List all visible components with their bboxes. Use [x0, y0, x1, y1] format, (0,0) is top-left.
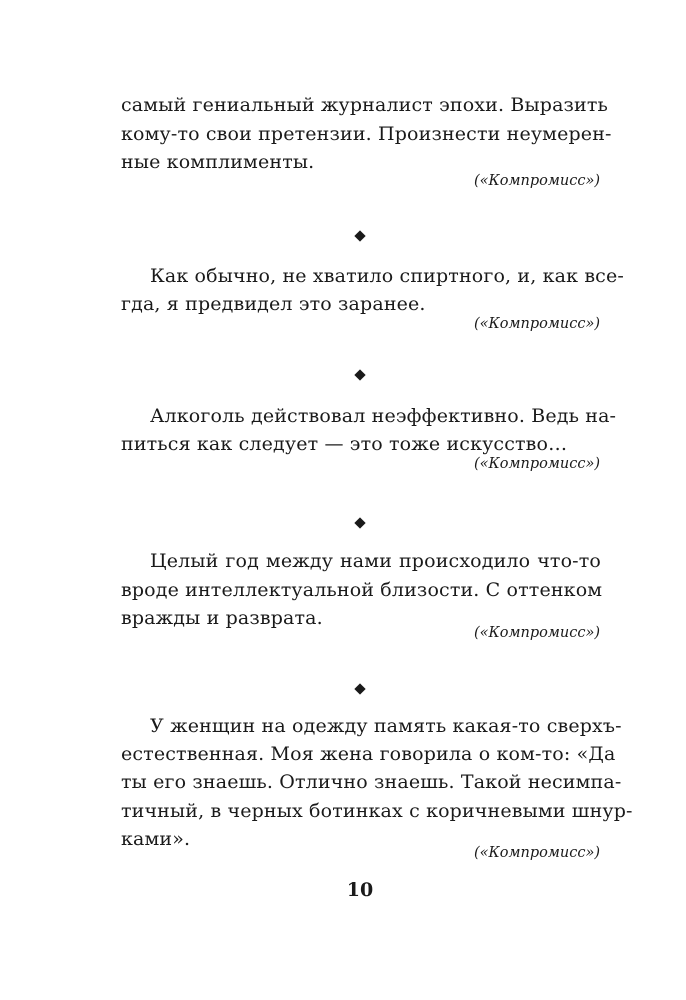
- text-line: самый гениальный журналист эпохи. Выразить: [121, 94, 609, 116]
- text-line: гда, я предвидел это заранее.: [121, 293, 426, 315]
- text-line: ками».: [121, 828, 191, 850]
- source-citation: («Компромисс»): [474, 845, 600, 861]
- source-citation: («Компромисс»): [474, 625, 600, 641]
- section-separator-diamond: [354, 517, 365, 528]
- source-citation: («Компромисс»): [474, 316, 600, 332]
- section-separator-diamond: [354, 369, 365, 380]
- text-line: Целый год между нами происходило что-то: [150, 550, 601, 572]
- text-line: Алкоголь действовал неэффективно. Ведь на-: [150, 405, 617, 427]
- text-line: кому-то свои претензии. Произнести неумерен-: [121, 123, 612, 145]
- text-line: ные комплименты.: [121, 151, 315, 173]
- text-line: вроде интеллектуальной близости. С оттенком: [121, 579, 603, 601]
- text-line: У женщин на одежду память какая-то сверхъ-: [150, 715, 622, 737]
- source-citation: («Компромисс»): [474, 456, 600, 472]
- section-separator-diamond: [354, 230, 365, 241]
- text-line: вражды и разврата.: [121, 607, 323, 629]
- source-citation: («Компромисс»): [474, 173, 600, 189]
- text-line: ты его знаешь. Отлично знаешь. Такой несимпа-: [121, 771, 622, 793]
- text-line: Как обычно, не хватило спиртного, и, как все-: [150, 265, 624, 287]
- section-separator-diamond: [354, 683, 365, 694]
- text-line: питься как следует — это тоже искусство…: [121, 433, 568, 455]
- text-line: естественная. Моя жена говорила о ком-то: «Да: [121, 743, 616, 765]
- page-number: 10: [346, 879, 374, 901]
- text-line: тичный, в черных ботинках с коричневыми шнур-: [121, 800, 633, 822]
